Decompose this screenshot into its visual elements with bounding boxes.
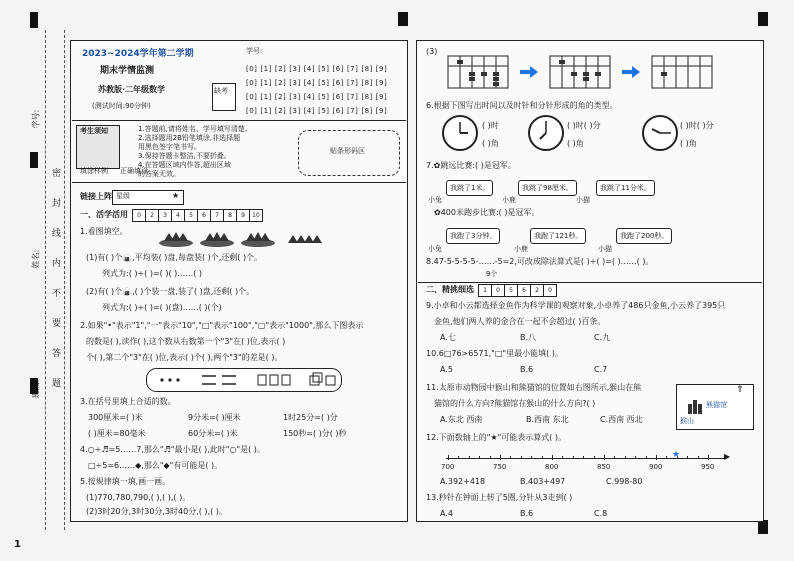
q5c-label: (3) [426, 47, 438, 56]
digit-bubble[interactable]: [3] [289, 107, 301, 115]
digit-bubble[interactable]: [4] [303, 107, 316, 115]
section-tag: 链接上阵 [80, 192, 112, 201]
q11-opt-c[interactable]: C.西南 西北 [600, 415, 643, 424]
side-label-name: 姓名: [31, 249, 41, 269]
digit-bubble[interactable]: [3] [289, 93, 301, 101]
digit-bubble[interactable]: [0] [246, 65, 258, 73]
score-box[interactable]: 3 [158, 209, 172, 222]
q4-line2: □÷5=6……◆,那么"◆"有可能是( )。 [88, 461, 223, 470]
score-box[interactable]: 2 [145, 209, 159, 222]
q9-opt-c[interactable]: C.九 [594, 333, 611, 342]
digit-bubble[interactable]: [7] [346, 65, 359, 73]
time-limit: (测试时间:90分钟) [92, 102, 151, 110]
q1b-equation: 列式为:( )÷( )=( )(盘)……( )(个) [102, 303, 222, 312]
animal-rabbit-icon: 小兔 [428, 196, 442, 204]
digit-bubble[interactable]: [3] [289, 65, 301, 73]
number-line-minor-tick [583, 456, 584, 459]
digit-bubble[interactable]: [2] [274, 65, 287, 73]
digit-row [246, 104, 406, 118]
digit-bubble[interactable]: [6] [332, 65, 344, 73]
q3-r2-b: 60分米=( )米 [188, 429, 238, 438]
part2-title: 二、精挑细选 [426, 285, 474, 294]
number-line-minor-tick [698, 456, 699, 459]
digit-bubble[interactable]: [6] [332, 93, 344, 101]
q1a-equation: 列式为:( )÷( )=( )( )……( ) [102, 269, 203, 278]
q13: 13.秒针在钟面上转了5圈,分针从3走到( ) [426, 493, 573, 502]
digit-bubble[interactable]: [1] [260, 107, 272, 115]
q3-r1-a: 300厘米=( )米 [88, 413, 143, 422]
notes-list: 1.答题前,请将姓名、学号填写清楚。 2.选择题用2B铅笔填涂,非选择题 用黑色签字笔书写。 3.保持答题卡整洁,不要折叠。 4.在答题区域内作答,超出区域 的答案无效。 [138, 125, 252, 178]
seal-line-inner [64, 30, 65, 530]
q3-r1-c: 1时25分=( )分 [283, 413, 338, 422]
q7: 7.✿跳远比赛:( )是冠军。 [426, 161, 516, 170]
dumpling-plates-image [158, 226, 328, 248]
right-rule [418, 282, 762, 283]
digit-bubble[interactable]: [9] [375, 107, 388, 115]
panda-house-icon [686, 396, 704, 414]
digit-bubble[interactable]: [0] [246, 93, 258, 101]
digit-bubble[interactable]: [9] [375, 79, 388, 87]
q11-line2: 猫馆的什么方向?熊猫馆在猴山的什么方向?( ) [434, 399, 596, 408]
right-page [416, 40, 764, 522]
digit-bubble[interactable]: [5] [318, 93, 330, 101]
score-boxes[interactable] [132, 209, 262, 222]
jump-bubble-3: 我跳了11分米。 [596, 180, 655, 196]
score-box[interactable]: 0 [543, 284, 557, 297]
number-line-label: 900 [649, 463, 663, 471]
q9-line2: 金鱼,他们两人养的金合在一起不会超过( )百条。 [434, 317, 606, 326]
digit-bubble[interactable]: [6] [332, 79, 344, 87]
seal-char: 密 [52, 169, 62, 179]
score-box[interactable]: 0 [132, 209, 146, 222]
q3: 3.在括号里填上合适的数。 [80, 397, 176, 406]
score-boxes-2[interactable] [478, 284, 556, 297]
q10-opt-c[interactable]: C.7 [594, 365, 608, 374]
score-box[interactable]: 4 [171, 209, 185, 222]
number-line-minor-tick [687, 456, 688, 459]
number-line-tick [500, 455, 501, 460]
digit-bubble[interactable]: [2] [274, 107, 287, 115]
binding-mark-top [30, 12, 38, 28]
q10-opt-b[interactable]: B.6 [520, 365, 534, 374]
q8-brace-label: 9个 [486, 270, 498, 278]
q10-opt-a[interactable]: A.5 [440, 365, 453, 374]
animal-cat-icon: 小猫 [576, 196, 590, 204]
run-bubble-2: 我跑了121秒。 [530, 228, 586, 244]
run-bubble-1: 我跑了3分钟。 [446, 228, 500, 244]
number-line-minor-tick [646, 456, 647, 459]
digit-bubble[interactable]: [5] [318, 65, 330, 73]
north-arrow-icon: ⇑ [736, 385, 744, 395]
number-line-tick [448, 455, 449, 460]
q6-blank-3: ( )时( )分 [567, 121, 601, 130]
corner-mark-tr [398, 12, 408, 26]
number-line-tick [604, 455, 605, 460]
number-line-arrow-icon: ▶ [724, 452, 731, 461]
score-box[interactable]: 8 [223, 209, 237, 222]
score-box[interactable]: 6 [517, 284, 531, 297]
number-line-minor-tick [542, 456, 543, 459]
q13-opt-c[interactable]: C.8 [594, 509, 608, 518]
digit-row [246, 90, 406, 104]
q2-line3: 个( ),第二个"3"在( )位,表示( )个( ),两个"3"的差是( )。 [86, 353, 283, 362]
q1a: (1)有( )个🍙,平均装( )盘,每盘装( )个,还剩( )个。 [86, 253, 263, 262]
number-line-label: 950 [701, 463, 715, 471]
corner-mark-br [758, 520, 768, 534]
q12-opt-c[interactable]: C.998-80 [606, 477, 643, 486]
seal-char: 内 [52, 259, 62, 269]
number-line-minor-tick [490, 456, 491, 459]
digit-bubble[interactable]: [4] [303, 79, 316, 87]
q2-line2: 的数是( ),读作( ),这个数从右数第一个"3"在( )位,表示( ) [86, 337, 286, 346]
number-line-minor-tick [625, 456, 626, 459]
level-tag: 星级 [116, 192, 130, 200]
q12-opt-a[interactable]: A.392+418 [440, 477, 486, 486]
digit-bubble[interactable]: [5] [318, 79, 330, 87]
number-line-tick [708, 455, 709, 460]
q3-r2-a: ( )厘米=80毫米 [88, 429, 146, 438]
digit-bubble[interactable]: [1] [260, 79, 272, 87]
q9: 9.小卓和小云都选择金鱼作为科学课的观察对象,小卓养了486只金鱼,小云养了395只 [426, 301, 726, 310]
q6-blank-1: ( )时 [482, 121, 499, 130]
jump-bubble-1: 我跳了1米。 [446, 180, 493, 196]
abacus-sequence-image [444, 52, 744, 92]
number-line-label: 750 [493, 463, 507, 471]
q8: 8.47-5-5-5-5-……-5=2,可改成除法算式是( )÷( )=( )……( )。 [426, 257, 654, 266]
digit-bubble[interactable]: [4] [303, 93, 316, 101]
digit-row [246, 62, 406, 76]
digit-bubble[interactable]: [3] [289, 79, 301, 87]
run-bubble-3: 我跑了200秒。 [616, 228, 672, 244]
number-line-minor-tick [458, 456, 459, 459]
q11: 11.太原市动物园中猴山和熊猫馆的位置如右图所示,猴山在熊 [426, 383, 642, 392]
digit-bubble[interactable]: [0] [246, 107, 258, 115]
number-line-minor-tick [562, 456, 563, 459]
number-line-minor-tick [614, 456, 615, 459]
q1b: (2)有( )个🍙,( )个装一盘,装了( )盘,还剩( )个。 [86, 287, 255, 296]
digit-bubble[interactable]: [8] [361, 93, 373, 101]
number-line-minor-tick [479, 456, 480, 459]
digit-bubble[interactable]: [9] [375, 65, 388, 73]
map-label-monkey: 猴山 [680, 417, 694, 425]
header-rule-2 [72, 182, 406, 183]
seal-char: 封 [52, 199, 62, 209]
animal-rabbit-icon-2: 小兔 [428, 245, 442, 253]
q6-blank-4: ( )角 [567, 139, 584, 148]
side-label-id: 学号: [31, 109, 41, 129]
q6-blank-2: ( )角 [482, 139, 499, 148]
number-line-minor-tick [531, 456, 532, 459]
clock-hands-3 [644, 117, 676, 149]
seal-line [45, 30, 46, 530]
seal-char: 线 [52, 229, 62, 239]
absent-label: 缺考 [214, 87, 228, 95]
score-box[interactable]: 0 [491, 284, 505, 297]
q13-opt-b[interactable]: B.6 [520, 509, 534, 518]
jump-bubble-2: 我跳了98厘米。 [518, 180, 577, 196]
score-box[interactable]: 5 [504, 284, 518, 297]
q2-symbol-figure [146, 368, 342, 392]
number-line [446, 458, 726, 459]
score-box[interactable]: 6 [197, 209, 211, 222]
number-line-label: 850 [597, 463, 611, 471]
digit-bubble[interactable]: [7] [346, 79, 359, 87]
q12: 12.下面数轴上的"★"可能表示算式( )。 [426, 433, 567, 442]
number-line-minor-tick [666, 456, 667, 459]
student-no-grid[interactable] [246, 62, 406, 118]
year-term: 2023~2024学年第二学期 [82, 49, 194, 59]
exam-name: 期末学情监测 [100, 66, 155, 76]
animal-deer-icon: 小鹿 [502, 196, 516, 204]
student-no-label: 学号: [246, 47, 263, 55]
q9-opt-a[interactable]: A.七 [440, 333, 456, 342]
number-line-minor-tick [573, 456, 574, 459]
digit-bubble[interactable]: [5] [318, 107, 330, 115]
digit-bubble[interactable]: [8] [361, 79, 373, 87]
q11-opt-b[interactable]: B.西南 东北 [526, 415, 569, 424]
number-line-label: 700 [441, 463, 455, 471]
seal-char: 不 [52, 289, 62, 299]
q2: 2.如果"•"表示"1","一"表示"10","□"表示"100","▢"表示"1000",那么下图表示 [80, 321, 364, 330]
q5b: (2)3时20分,3时30分,3时40分,( ),( )。 [86, 507, 227, 516]
number-line-minor-tick [510, 456, 511, 459]
notes-title: 考生须知 [80, 127, 108, 135]
digit-bubble[interactable]: [1] [260, 93, 272, 101]
corner-mark-tr2 [758, 12, 768, 26]
q6-blank-5: ( )时( )分 [680, 121, 714, 130]
barcode-label: 贴条形码区 [330, 147, 365, 155]
number-line-minor-tick [469, 456, 470, 459]
q6: 6.根据下图写出时间以及时针和分针形成的角的类型。 [426, 101, 618, 110]
q4: 4.○÷♬=5……7,那么"♬"最小是( ),此时"○"是( )。 [80, 445, 265, 454]
digit-bubble[interactable]: [6] [332, 107, 344, 115]
digit-bubble[interactable]: [9] [375, 93, 388, 101]
q3-r2-c: 150秒=( )分( )秒 [283, 429, 347, 438]
seal-char: 题 [52, 379, 62, 389]
number-line-minor-tick [521, 456, 522, 459]
score-box[interactable]: 5 [184, 209, 198, 222]
q11-opt-a[interactable]: A.东北 西南 [440, 415, 483, 424]
digit-bubble[interactable]: [4] [303, 65, 316, 73]
animal-deer-icon-2: 小鹿 [514, 245, 528, 253]
score-box[interactable]: 2 [530, 284, 544, 297]
digit-bubble[interactable]: [7] [346, 107, 359, 115]
side-label-class: 班级: [31, 379, 41, 399]
digit-bubble[interactable]: [7] [346, 93, 359, 101]
q12-opt-b[interactable]: B.403+497 [520, 477, 566, 486]
animal-cat-icon-2: 小猫 [598, 245, 612, 253]
score-box[interactable]: 10 [249, 209, 263, 222]
score-box[interactable]: 9 [236, 209, 250, 222]
digit-bubble[interactable]: [8] [361, 107, 373, 115]
number-line-tick [552, 455, 553, 460]
level-star: ★ [172, 191, 180, 200]
q10: 10.6□76>6571,"□"里最小能填( )。 [426, 349, 563, 358]
edition: 苏教版·二年级数学 [98, 85, 166, 94]
score-box[interactable]: 7 [210, 209, 224, 222]
page-number: 1 [14, 539, 21, 550]
header-rule [72, 120, 406, 121]
correct-sample: 正确填涂 [120, 167, 148, 175]
number-line-minor-tick [635, 456, 636, 459]
binding-mark-mid [30, 152, 38, 168]
q5: 5.按规律填一填,画一画。 [80, 477, 171, 486]
q6-blank-6: ( )角 [680, 139, 697, 148]
q1-title: 1.看图填空。 [80, 227, 128, 236]
digit-bubble[interactable]: [0] [246, 79, 258, 87]
score-box[interactable]: 1 [478, 284, 492, 297]
q7b: ✿400米跑步比赛:( )是冠军。 [434, 208, 540, 217]
part1-title: 一、活学活用 [80, 210, 128, 219]
number-line-tick [656, 455, 657, 460]
fill-sample: 填涂样例 [80, 167, 108, 175]
clock-hands-1 [444, 117, 476, 149]
number-line-minor-tick [594, 456, 595, 459]
map-label-panda: 熊猫馆 [706, 401, 727, 409]
number-line-label: 800 [545, 463, 559, 471]
seal-char: 答 [52, 349, 62, 359]
q3-r1-b: 9分米=( )厘米 [188, 413, 241, 422]
seal-char: 要 [52, 319, 62, 329]
digit-bubble[interactable]: [8] [361, 65, 373, 73]
digit-row [246, 76, 406, 90]
clock-hands-2 [530, 117, 562, 149]
q13-opt-a[interactable]: A.4 [440, 509, 453, 518]
digit-bubble[interactable]: [1] [260, 65, 272, 73]
digit-bubble[interactable]: [2] [274, 79, 287, 87]
digit-bubble[interactable]: [2] [274, 93, 287, 101]
star-marker-icon: ★ [672, 450, 681, 460]
q5a: (1)770,780,790,( ),( ),( )。 [86, 493, 191, 502]
q9-opt-b[interactable]: B.八 [520, 333, 537, 342]
